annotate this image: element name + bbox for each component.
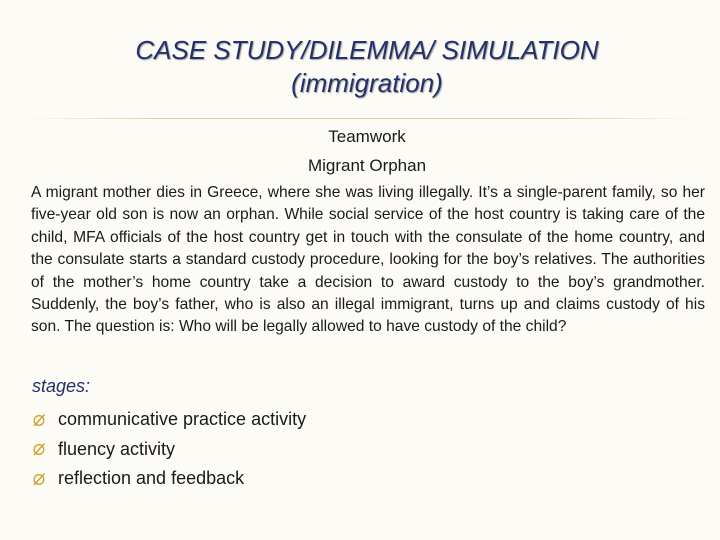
subheading-case-name: Migrant Orphan — [307, 156, 427, 175]
title-line-1: CASE STUDY/DILEMMA/ SIMULATION — [135, 35, 599, 65]
list-item — [32, 435, 306, 465]
crossed-circle-bullet-icon — [32, 413, 46, 427]
stages-label: stages: — [32, 376, 91, 396]
list-item — [32, 464, 306, 494]
slide-title — [0, 34, 720, 100]
list-item — [32, 405, 306, 435]
stage-label: fluency activity — [58, 438, 176, 459]
stage-label: communicative practice activity — [58, 409, 307, 430]
title-line-2: (immigration) — [291, 68, 443, 98]
stage-label: reflection and feedback — [58, 468, 245, 489]
stages-list — [32, 405, 306, 494]
divider — [22, 118, 698, 119]
subheading-teamwork: Teamwork — [328, 127, 406, 146]
crossed-circle-bullet-icon — [32, 442, 46, 456]
crossed-circle-bullet-icon — [32, 472, 46, 486]
case-description: A migrant mother dies in Greece, where she was living illegally. It’s a single-parent family, so her five-year old son is now an orphan. While social service of the host country is taking care of the child, MFA officials of the host country get in touch with the consulate of the home country, and the consulate starts a standard custody procedure, looking for the boy’s relatives. The authorities of the mother’s home country take a decision to award custody to the boy’s grandmother. Suddenly, the boy’s father, who is also an illegal immigrant, turns up and claims custody of his son. The question is: Who will be legally allowed to have custody of the child? — [31, 184, 705, 336]
